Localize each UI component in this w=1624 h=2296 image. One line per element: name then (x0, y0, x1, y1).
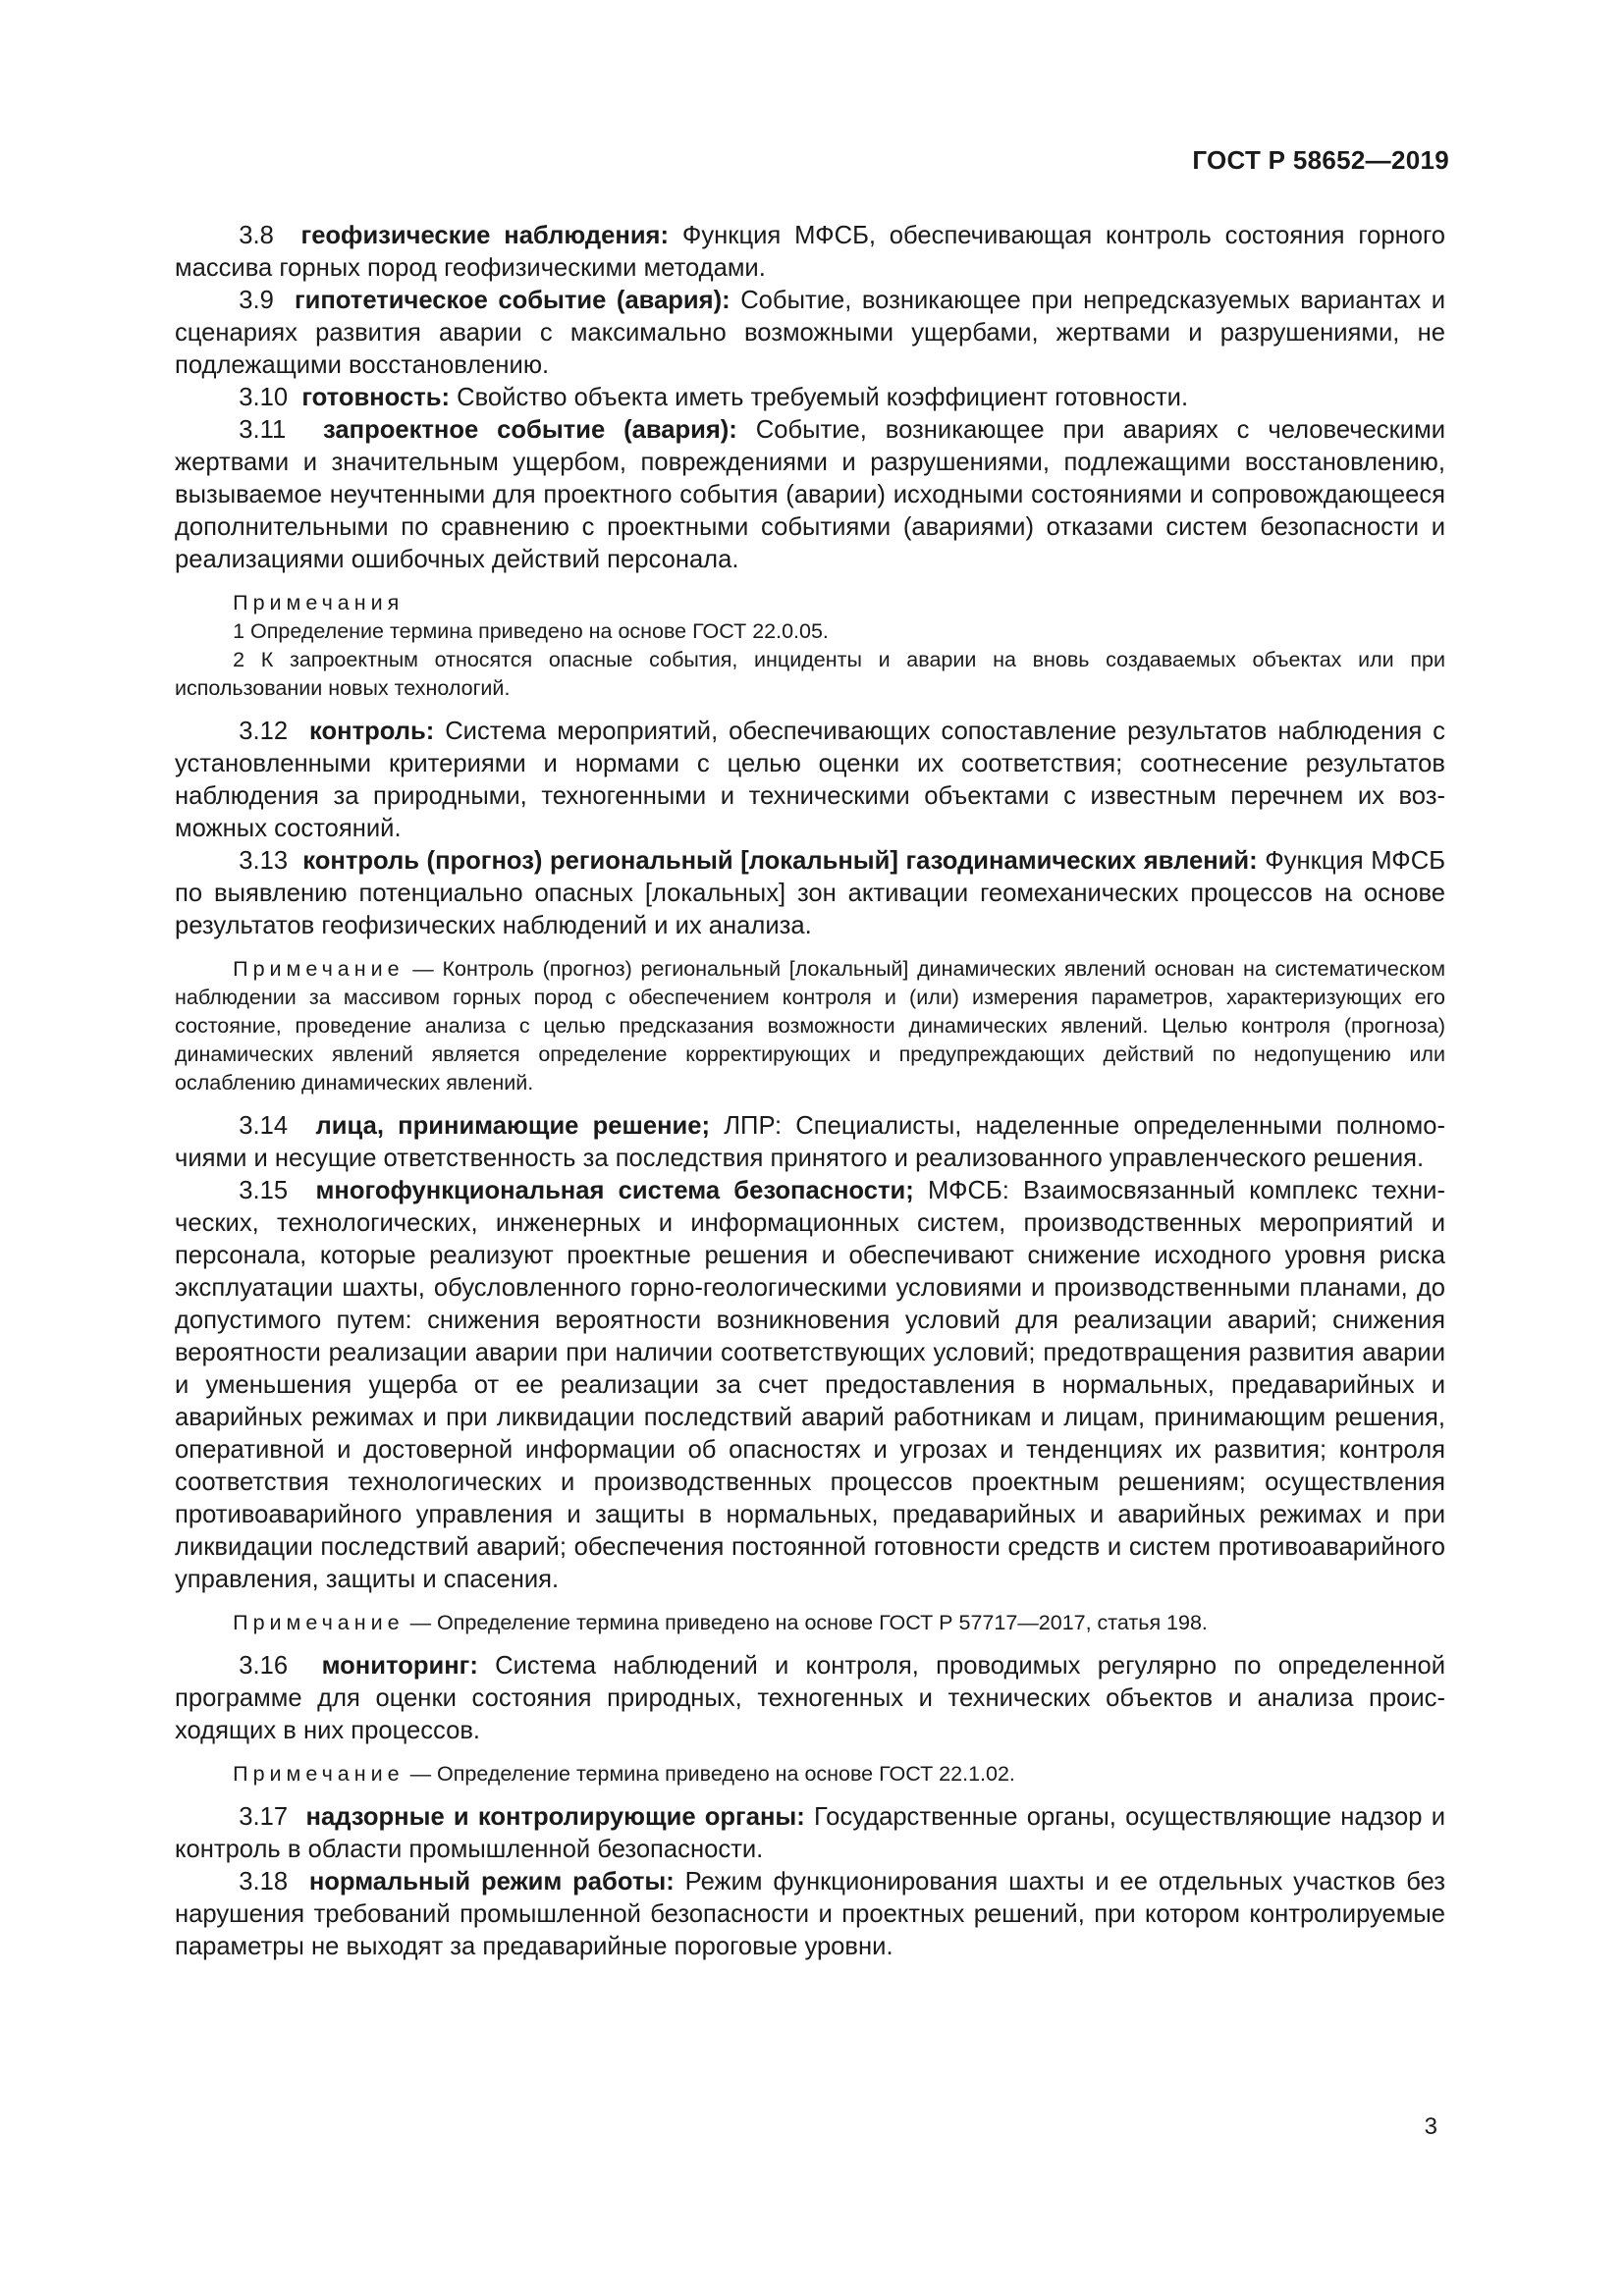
term-entry-3-18 (175, 1866, 1445, 1963)
note-title: Примечания (233, 591, 405, 614)
term-number: 3.13 (239, 847, 289, 875)
term-entry-3-13 (175, 845, 1445, 942)
term-entry-3-17 (175, 1801, 1445, 1866)
term-definition: Функция МФСБ по выявлению потенциально опасных [локальных] зон активации геомеханических процессов на основе результатов геофизических наблюдений и их анализа. (175, 847, 1446, 939)
term-name: надзорные и контролирующие органы: (305, 1803, 805, 1831)
term-number: 3.14 (239, 1112, 289, 1140)
term-name: многофункциональная система безопасности; (315, 1177, 914, 1204)
term-name: запроектное событие (авария): (323, 416, 737, 444)
note-paragraph (175, 955, 1445, 1097)
term-number: 3.12 (239, 718, 289, 745)
term-entry-3-14 (175, 1110, 1445, 1175)
terms-section (175, 220, 1445, 1963)
note-label: Примечание (233, 1762, 405, 1786)
term-number: 3.18 (239, 1868, 289, 1896)
term-entry-3-8 (175, 220, 1445, 285)
term-name: готовность: (301, 384, 450, 411)
term-number: 3.9 (239, 287, 274, 314)
term-entry-3-15 (175, 1175, 1445, 1596)
note-item: 2 К запроектным относятся опасные события, инциденты и аварии на вновь создаваемых объектах или при использовании новых технологий. (175, 648, 1445, 700)
term-number: 3.17 (239, 1803, 289, 1831)
term-definition: Режим функционирования шахты и ее отдельных участков без нарушения требований промышленной безопасности и проектных решений, при котором контролируемые параметры не выходят за предаварийные пороговые уровни. (175, 1868, 1445, 1960)
note-text: — Контроль (прогноз) региональный [локальный] динамических явлений основан на систематическом наблюдении за массивом горных пород с обеспечением контроля и (или) измерения параметров, характеризующих его состояние, проведение анализа с целью предсказания возможности динамических явлений. Целью контроля (прогноза) динамических явлений является определение корректирующих и предупреждающих действий по недопущению или ослаблению динамических явлений. (175, 957, 1445, 1095)
term-definition: МФСБ: Взаимосвязанный комплекс технических, технологических, инженерных и информационных систем, производственных мероприятий и персонала, которые реализуют проектные решения и обеспечивают снижение исходного уровня риска эксплуатации шахты, обусловленного горно-геологическими условиями и производственными планами, до допустимого путем: снижения вероятности возникновения условий для реализации аварий; снижения вероятности реализации аварии при наличии соответствующих условий; предотвращения развития аварии и уменьшения ущерба от ее реализации за счет предоставления в нормальных, предаварийных и аварийных режимах и при ликвидации последствий аварий работникам и лицам, принимающим решения, оперативной и достоверной информации об опасностях и угрозах и тенденциях их развития; контроля соответствия технологических и производственных процессов проектным решениям; осуществления противоаварийного управления и защиты в нормальных, предаварийных и аварийных режимах и при ликвидации последствий аварий; обеспечения постоянной готовности средств и систем противоаварийного управления, защиты и спасения. (175, 1177, 1445, 1593)
document-code-header: ГОСТ Р 58652—2019 (1192, 145, 1449, 175)
term-definition: Система наблюдений и контроля, проводимых регулярно по определенной программе для оценки состояния природных, техногенных и технических объектов и анализа происходящих в них процессов. (175, 1652, 1445, 1744)
term-name: лица, принимающие решение; (315, 1112, 711, 1140)
note-label: Примечание (233, 1611, 405, 1634)
note-text: — Определение термина приведено на основе ГОСТ Р 57717—2017, статья 198. (409, 1611, 1208, 1634)
page-number: 3 (1424, 2113, 1437, 2140)
note-item: 1 Определение термина приведено на основе ГОСТ 22.0.05. (233, 619, 829, 643)
term-name: геофизические наблюдения: (300, 222, 670, 249)
term-entry-3-16 (175, 1650, 1445, 1747)
term-number: 3.8 (239, 222, 274, 249)
term-entry-3-12 (175, 716, 1445, 845)
term-name: мониторинг: (321, 1652, 478, 1680)
note-paragraph (175, 1609, 1445, 1637)
term-entry-3-9 (175, 285, 1445, 382)
note-paragraph (175, 1760, 1445, 1789)
term-number: 3.10 (239, 384, 289, 411)
term-name: нормальный режим работы: (308, 1868, 675, 1896)
term-definition: Государственные органы, осуществляющие надзор и контроль в области промышленной безопасности. (175, 1803, 1445, 1863)
term-definition: Событие, возникающее при авариях с человеческими жертвами и значительным ущербом, повреждениями и разрушениями, подлежащими восстановлению, вызываемое неучтенными для проектного события (аварии) исходными состояниями и сопровождающееся дополнительными по сравнению с проектными событиями (авариями) отказами систем безопасности и реализациями ошибочных действий персонала. (175, 416, 1445, 573)
term-definition: Функция МФСБ, обеспечивающая контроль состояния горного массива горных пород геофизическими методами. (175, 222, 1445, 282)
note-block-3-15 (175, 1609, 1445, 1637)
term-number: 3.11 (239, 416, 287, 444)
term-definition: Событие, возникающее при непредсказуемых вариантах и сценариях развития аварии с максимально возможными ущербами, жертвами и разрушениями, не подлежащими восстановлению. (175, 287, 1445, 379)
term-number: 3.16 (239, 1652, 289, 1680)
note-block-3-16 (175, 1760, 1445, 1789)
term-definition: Свойство объекта иметь требуемый коэффициент готовности. (457, 384, 1189, 411)
note-text: — Определение термина приведено на основе ГОСТ 22.1.02. (409, 1762, 1015, 1786)
term-definition: Система мероприятий, обеспечивающих сопоставление результатов наблюдения с установленными критериями и нормами с целью оценки их соответствия; соотнесение результатов наблюдения за природными, техногенными и техническими объектами с известным перечнем их возможных состояний. (175, 718, 1445, 842)
note-block-3-13 (175, 955, 1445, 1097)
term-entry-3-11 (175, 414, 1445, 576)
note-block-3-11 (175, 589, 1445, 703)
term-name: контроль (прогноз) региональный [локальный] газодинамических явлений: (302, 847, 1258, 875)
term-entry-3-10 (175, 382, 1445, 414)
term-definition: ЛПР: Специалисты, наделенные определенными полномочиями и несущие ответственность за последствия принятого и реализованного управленческого решения. (175, 1112, 1445, 1172)
term-name: гипотетическое событие (авария): (294, 287, 731, 314)
term-number: 3.15 (239, 1177, 289, 1204)
note-label: Примечание (233, 957, 405, 981)
term-name: контроль: (309, 718, 435, 745)
